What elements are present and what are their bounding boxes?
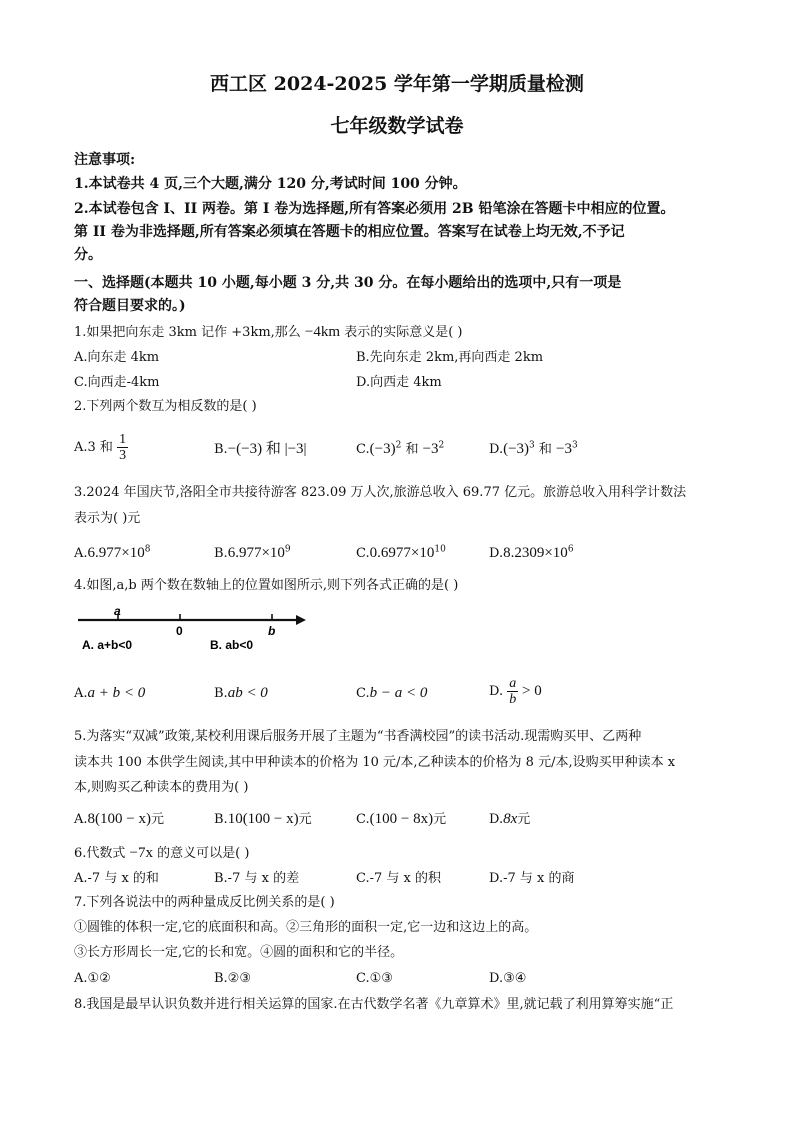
question-1-stem-math: −4km bbox=[304, 324, 341, 340]
question-4-option-a-expr: a + b < 0 bbox=[87, 685, 146, 701]
question-2-option-d-mid: 和 bbox=[534, 442, 557, 457]
question-4-option-b bbox=[214, 684, 268, 703]
question-5-line-2: 读本共 100 本供学生阅读,其中甲种读本的价格为 10 元/本,乙种读本的价格为 8 元/本,设购买甲种读本 x bbox=[74, 755, 676, 770]
notes-item-2-line-3: 分。 bbox=[74, 247, 102, 263]
number-line-label-0: 0 bbox=[176, 624, 183, 638]
section-1-heading-line-1: 一、选择题(本题共 10 小题,每小题 3 分,共 30 分。在每小题给出的选项中,只有一项是 bbox=[74, 275, 622, 291]
question-7-option-d: D.③④ bbox=[489, 971, 527, 986]
question-7-option-c: C.①③ bbox=[356, 971, 393, 986]
question-2-option-a bbox=[74, 432, 128, 463]
number-line-label-b: b bbox=[268, 624, 276, 638]
notes-item-1: 1.本试卷共 4 页,三个大题,满分 120 分,考试时间 100 分钟。 bbox=[74, 176, 467, 192]
exam-subtitle: 七年级数学试卷 bbox=[330, 115, 464, 137]
question-5-option-a-unit: 元 bbox=[150, 812, 164, 827]
question-6-stem-text-a: 6.代数式 bbox=[74, 846, 130, 861]
question-5-option-a-expr: 8(100 − x) bbox=[87, 811, 151, 827]
question-5-option-a bbox=[74, 810, 164, 829]
question-4-stem: 4.如图,a,b 两个数在数轴上的位置如图所示,则下列各式正确的是( ) bbox=[74, 578, 459, 593]
question-6-stem-math: −7x bbox=[129, 845, 154, 861]
question-3-option-c bbox=[356, 544, 446, 563]
question-2-option-b-label: B. bbox=[214, 442, 228, 457]
question-7-statement-line-2: ③长方形周长一定,它的长和宽。④圆的面积和它的半径。 bbox=[74, 945, 404, 960]
question-4-option-c-label: C. bbox=[356, 686, 370, 701]
question-1-option-a: A.向东走 4km bbox=[74, 350, 160, 365]
question-3-option-d bbox=[489, 544, 574, 563]
question-5-option-c-unit: 元 bbox=[433, 812, 447, 827]
number-line-label-a: a bbox=[114, 606, 121, 618]
question-2-option-d-exp-2: 3 bbox=[572, 440, 578, 451]
question-3-option-a-base: 6.977×10 bbox=[87, 545, 145, 561]
question-4-option-d-label: D. bbox=[489, 684, 504, 699]
question-2-option-d-label: D. bbox=[489, 442, 504, 457]
question-2-option-c bbox=[356, 440, 444, 459]
question-1-option-c: C.向西走-4km bbox=[74, 375, 160, 390]
number-line-arrowhead bbox=[296, 615, 306, 625]
question-2-option-c-label: C. bbox=[356, 442, 370, 457]
question-3-option-d-label: D. bbox=[489, 546, 504, 561]
question-6-option-b: B.-7 与 x 的差 bbox=[214, 871, 300, 886]
question-3-option-b-exp: 9 bbox=[284, 544, 291, 555]
question-2-option-c-exp-1: 2 bbox=[395, 440, 402, 451]
question-7-statement-line-1: ①圆锥的体积一定,它的底面积和高。②三角形的面积一定,它一边和这边上的高。 bbox=[74, 920, 538, 935]
question-7-option-a: A.①② bbox=[74, 971, 111, 986]
question-3-option-a-label: A. bbox=[74, 546, 88, 561]
question-3-option-b-base: 6.977×10 bbox=[227, 545, 285, 561]
fraction-denominator: b bbox=[509, 692, 517, 707]
question-5-line-1: 5.为落实“双减”政策,某校利用课后服务开展了主题为“书香满校园”的读书活动.现需购买甲、乙两种 bbox=[74, 729, 642, 744]
question-4-option-d-fraction bbox=[507, 676, 518, 707]
question-2-option-d bbox=[489, 440, 578, 459]
question-3-option-d-base: 8.2309×10 bbox=[503, 545, 568, 561]
question-1-stem-text-b: 表示的实际意义是( ) bbox=[340, 325, 463, 340]
question-2-option-d-exp-1: 3 bbox=[529, 440, 535, 451]
question-2-option-c-mid: 和 bbox=[401, 442, 423, 457]
question-1-option-d: D.向西走 4km bbox=[356, 375, 442, 390]
question-4-option-b-label: B. bbox=[214, 686, 228, 701]
question-5-option-c-expr: (100 − 8x) bbox=[369, 811, 434, 827]
question-3-line-1: 3.2024 年国庆节,洛阳全市共接待游客 823.09 万人次,旅游总收入 69.77 亿元。旅游总收入用科学计数法 bbox=[74, 485, 687, 500]
question-1-stem bbox=[74, 323, 462, 342]
question-6-option-d: D.-7 与 x 的商 bbox=[489, 871, 575, 886]
question-3-option-c-exp: 10 bbox=[434, 544, 446, 555]
notes-item-2-line-2: 第 II 卷为非选择题,所有答案必须填在答题卡的相应位置。答案写在试卷上均无效,不予记 bbox=[74, 224, 625, 240]
question-5-option-c-label: C. bbox=[356, 812, 370, 827]
question-6-stem bbox=[74, 844, 249, 863]
question-7-stem: 7.下列各说法中的两种量成反比例关系的是( ) bbox=[74, 895, 335, 910]
question-7-option-b: B.②③ bbox=[214, 971, 251, 986]
question-6-stem-text-b: 的意义可以是( ) bbox=[153, 846, 250, 861]
question-2-stem: 2.下列两个数互为相反数的是( ) bbox=[74, 399, 257, 414]
exam-title: 西工区 2024-2025 学年第一学期质量检测 bbox=[210, 73, 584, 95]
question-3-option-c-label: C. bbox=[356, 546, 370, 561]
question-4-option-c-expr: b − a < 0 bbox=[369, 685, 428, 701]
question-3-option-c-base: 0.6977×10 bbox=[369, 545, 435, 561]
question-2-option-b-expr: −(−3) 和 |−3| bbox=[227, 441, 307, 457]
question-1-stem-text-a: 1.如果把向东走 3km 记作 +3km,那么 bbox=[74, 325, 305, 340]
question-5-option-d-unit: 元 bbox=[517, 812, 531, 827]
question-3-option-b-label: B. bbox=[214, 546, 228, 561]
question-5-option-d-label: D. bbox=[489, 812, 504, 827]
section-1-heading-line-2: 符合题目要求的。) bbox=[74, 298, 186, 314]
question-2-option-c-exp-2: 2 bbox=[438, 440, 445, 451]
question-2-option-c-base-1: (−3) bbox=[369, 441, 396, 457]
question-4-option-c bbox=[356, 684, 427, 703]
question-2-option-a-fraction bbox=[117, 432, 128, 463]
question-1-option-b: B.先向东走 2km,再向西走 2km bbox=[356, 350, 544, 365]
fraction-numerator: 1 bbox=[119, 432, 127, 447]
question-4-option-a bbox=[74, 684, 145, 703]
fraction-numerator: a bbox=[509, 676, 517, 691]
question-5-option-b bbox=[214, 810, 312, 829]
question-4-option-d bbox=[489, 676, 542, 707]
number-line-figure bbox=[74, 606, 314, 658]
question-3-line-2: 表示为( )元 bbox=[74, 511, 141, 526]
question-2-option-b bbox=[214, 440, 307, 459]
question-5-line-3: 本,则购买乙种读本的费用为( ) bbox=[74, 780, 249, 795]
notes-item-2-line-1: 2.本试卷包含 I、II 两卷。第 I 卷为选择题,所有答案必须用 2B 铅笔涂在答题卡中相应的位置。 bbox=[74, 201, 675, 217]
question-5-option-b-unit: 元 bbox=[298, 812, 312, 827]
question-5-option-a-label: A. bbox=[74, 812, 88, 827]
question-3-option-a-exp: 8 bbox=[144, 544, 151, 555]
question-3-option-a bbox=[74, 544, 150, 563]
question-5-option-d-expr: 8x bbox=[503, 811, 518, 827]
number-line-overlap-text-b: B. ab<0 bbox=[210, 638, 254, 652]
notes-heading: 注意事项: bbox=[74, 152, 136, 168]
question-3-option-d-exp: 6 bbox=[567, 544, 574, 555]
question-6-option-a: A.-7 与 x 的和 bbox=[74, 871, 159, 886]
question-4-option-d-tail: > 0 bbox=[518, 683, 542, 699]
question-8-line-1: 8.我国是最早认识负数并进行相关运算的国家.在古代数学名著《九章算术》里,就记载了利用算筹实施“正 bbox=[74, 997, 674, 1012]
question-5-option-b-label: B. bbox=[214, 812, 228, 827]
question-6-option-c: C.-7 与 x 的积 bbox=[356, 871, 442, 886]
question-3-option-b bbox=[214, 544, 291, 563]
question-2-option-c-base-2: −3 bbox=[422, 441, 439, 457]
question-5-option-b-expr: 10(100 − x) bbox=[227, 811, 299, 827]
number-line-overlap-text-a: A. a+b<0 bbox=[82, 638, 133, 652]
question-5-option-d bbox=[489, 810, 530, 829]
question-2-option-d-base-1: (−3) bbox=[503, 441, 530, 457]
question-4-option-b-expr: ab < 0 bbox=[227, 685, 268, 701]
fraction-denominator: 3 bbox=[119, 448, 127, 463]
question-2-option-d-base-2: −3 bbox=[556, 441, 573, 457]
question-5-option-c bbox=[356, 810, 446, 829]
question-4-option-a-label: A. bbox=[74, 686, 88, 701]
question-2-option-a-label: A.3 和 bbox=[74, 440, 113, 455]
